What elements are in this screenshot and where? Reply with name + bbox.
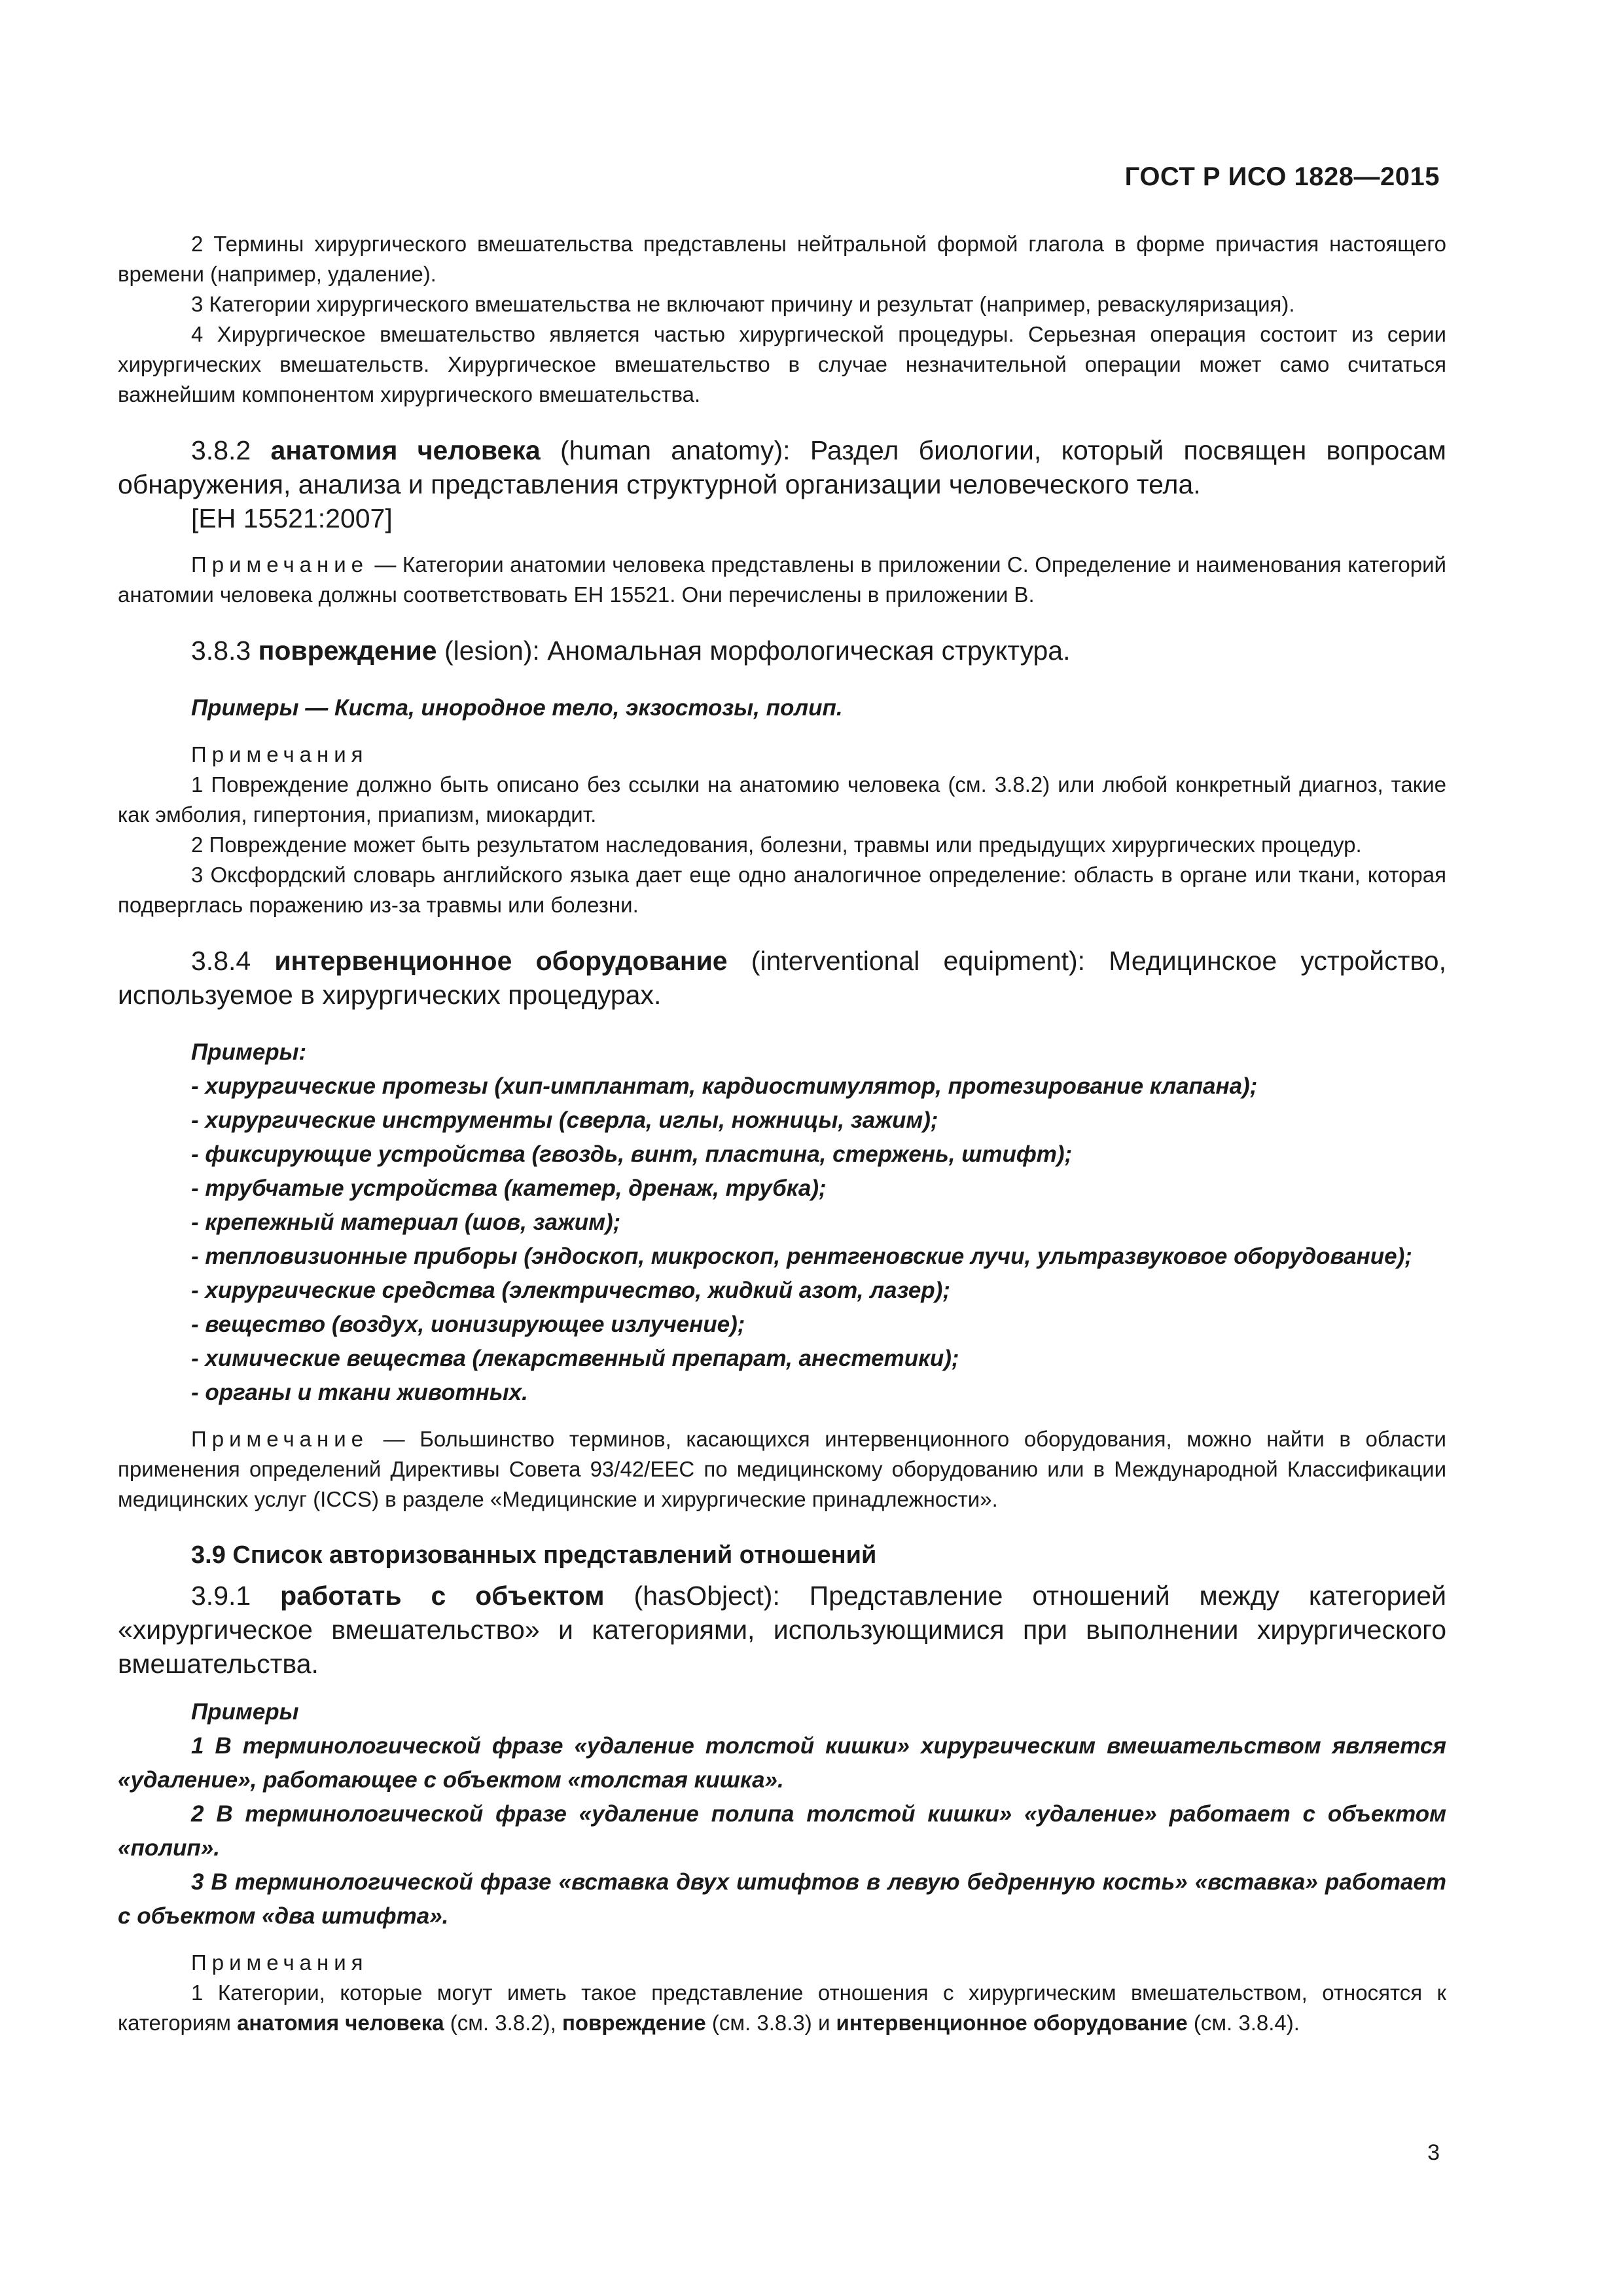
note-text: — Большинство терминов, касающихся интервенционного оборудования, можно найти в области применения определений Директивы Совета 93/42/ЕЕС по медицинскому оборудованию или в Международной Классификации медицинских услуг (ICCS) в разделе «Медицинские и хирургические принадлежности». xyxy=(118,1427,1446,1511)
example-item: - хирургические средства (электричество, жидкий азот, лазер); xyxy=(191,1278,950,1303)
note-paragraph xyxy=(118,550,1446,610)
page-number: 3 xyxy=(1427,2140,1440,2165)
notes-label: Примечания xyxy=(191,1950,368,1975)
note-paragraph: 3 Категории хирургического вмешательства не включают причину и результат (например, реваскуляризация). xyxy=(191,292,1295,316)
term-definition xyxy=(118,1579,1446,1681)
example-item: - трубчатые устройства (катетер, дренаж, трубка); xyxy=(191,1175,827,1201)
term-name: интервенционное оборудование xyxy=(274,946,728,976)
note-label: Примечание xyxy=(191,552,369,577)
example-item: - химические вещества (лекарственный препарат, анестетики); xyxy=(191,1346,959,1371)
term-number: 3.9.1 xyxy=(191,1581,251,1611)
term-number: 3.8.4 xyxy=(191,946,251,976)
term-definition xyxy=(118,433,1446,501)
page-content xyxy=(118,229,1446,2038)
examples-label: Примеры xyxy=(191,1699,299,1725)
note-paragraph: 1 Повреждение должно быть описано без ссылки на анатомию человека (см. 3.8.2) или любой конкретный диагноз, такие как эмболия, гипертония, приапизм, миокардит. xyxy=(118,772,1446,827)
term-definition xyxy=(118,944,1446,1012)
term-name: работать с объектом xyxy=(280,1581,605,1611)
example-item: - хирургические инструменты (сверла, иглы, ножницы, зажим); xyxy=(191,1107,938,1133)
term-number: 3.8.3 xyxy=(191,636,251,666)
note-paragraph xyxy=(118,1424,1446,1515)
note-label: Примечание xyxy=(191,1427,369,1451)
example-item: - вещество (воздух, ионизирующее излучение); xyxy=(191,1312,745,1337)
note-paragraph: 3 Оксфордский словарь английского языка дает еще одно аналогичное определение: область в органе или ткани, которая подверглась поражению из-за травмы или болезни. xyxy=(118,863,1446,917)
example-item: - фиксирующие устройства (гвоздь, винт, пластина, стержень, штифт); xyxy=(191,1141,1073,1167)
example-item: - органы и ткани животных. xyxy=(191,1380,528,1405)
section-title: 3.9 Список авторизованных представлений отношений xyxy=(191,1541,877,1569)
example-item: 3 В терминологической фразе «вставка двух штифтов в левую бедренную кость» «вставка» работает с объектом «два штифта». xyxy=(118,1869,1446,1929)
term-text: (lesion): Аномальная морфологическая структура. xyxy=(437,636,1071,666)
example-item: 1 В терминологической фразе «удаление толстой кишки» хирургическим вмешательством является «удаление», работающее с объектом «толстая кишка». xyxy=(118,1733,1446,1793)
term-name: анатомия человека xyxy=(270,435,541,465)
term-text: (interventional equipment): Медицинское устройство, используемое в хирургических процедурах. xyxy=(118,946,1446,1010)
example-item: - хирургические протезы (хип-имплантат, кардиостимулятор, протезирование клапана); xyxy=(191,1073,1258,1099)
note-paragraph: 1 Категории, которые могут иметь такое представление отношения с хирургическим вмешательством, относятся к категориям анатомия человека (см. 3.8.2), повреждение (см. 3.8.3) и интервенционное оборудование (см. 3.8.4). xyxy=(118,1981,1446,2035)
example-item: - крепежный материал (шов, зажим); xyxy=(191,1210,621,1235)
term-number: 3.8.2 xyxy=(191,435,251,465)
note-paragraph: 2 Термины хирургического вмешательства представлены нейтральной формой глагола в форме причастия настоящего времени (например, удаление). xyxy=(118,232,1446,286)
note-text: — Категории анатомии человека представлены в приложении С. Определение и наименования категорий анатомии человека должны соответствовать ЕН 15521. Они перечислены в приложении В. xyxy=(118,552,1446,607)
term-text: (human anatomy): Раздел биологии, который посвящен вопросам обнаружения, анализа и представления структурной организации человеческого тела. xyxy=(118,435,1446,499)
term-text: (hasObject): Представление отношений между категорией «хирургическое вмешательство» и категориями, использующимися при выполнении хирургического вмешательства. xyxy=(118,1581,1446,1679)
term-reference: [ЕН 15521:2007] xyxy=(191,503,393,533)
notes-label: Примечания xyxy=(191,742,368,766)
example-item: 2 В терминологической фразе «удаление полипа толстой кишки» «удаление» работает с объектом «полип». xyxy=(118,1801,1446,1861)
document-header: ГОСТ Р ИСО 1828—2015 xyxy=(1124,162,1440,191)
examples-line: Примеры — Киста, инородное тело, экзостозы, полип. xyxy=(191,695,843,721)
examples-label: Примеры: xyxy=(191,1039,307,1065)
note-paragraph: 2 Повреждение может быть результатом наследования, болезни, травмы или предыдущих хирургических процедур. xyxy=(191,833,1362,857)
example-item: - тепловизионные приборы (эндоскоп, микроскоп, рентгеновские лучи, ультразвуковое оборудование); xyxy=(191,1244,1412,1269)
term-name: повреждение xyxy=(258,636,437,666)
note-paragraph: 4 Хирургическое вмешательство является частью хирургической процедуры. Серьезная операция состоит из серии хирургических вмешательств. Хирургическое вмешательство в случае незначительной операции может само считаться важнейшим компонентом хирургического вмешательства. xyxy=(118,322,1446,406)
term-definition xyxy=(118,634,1446,668)
